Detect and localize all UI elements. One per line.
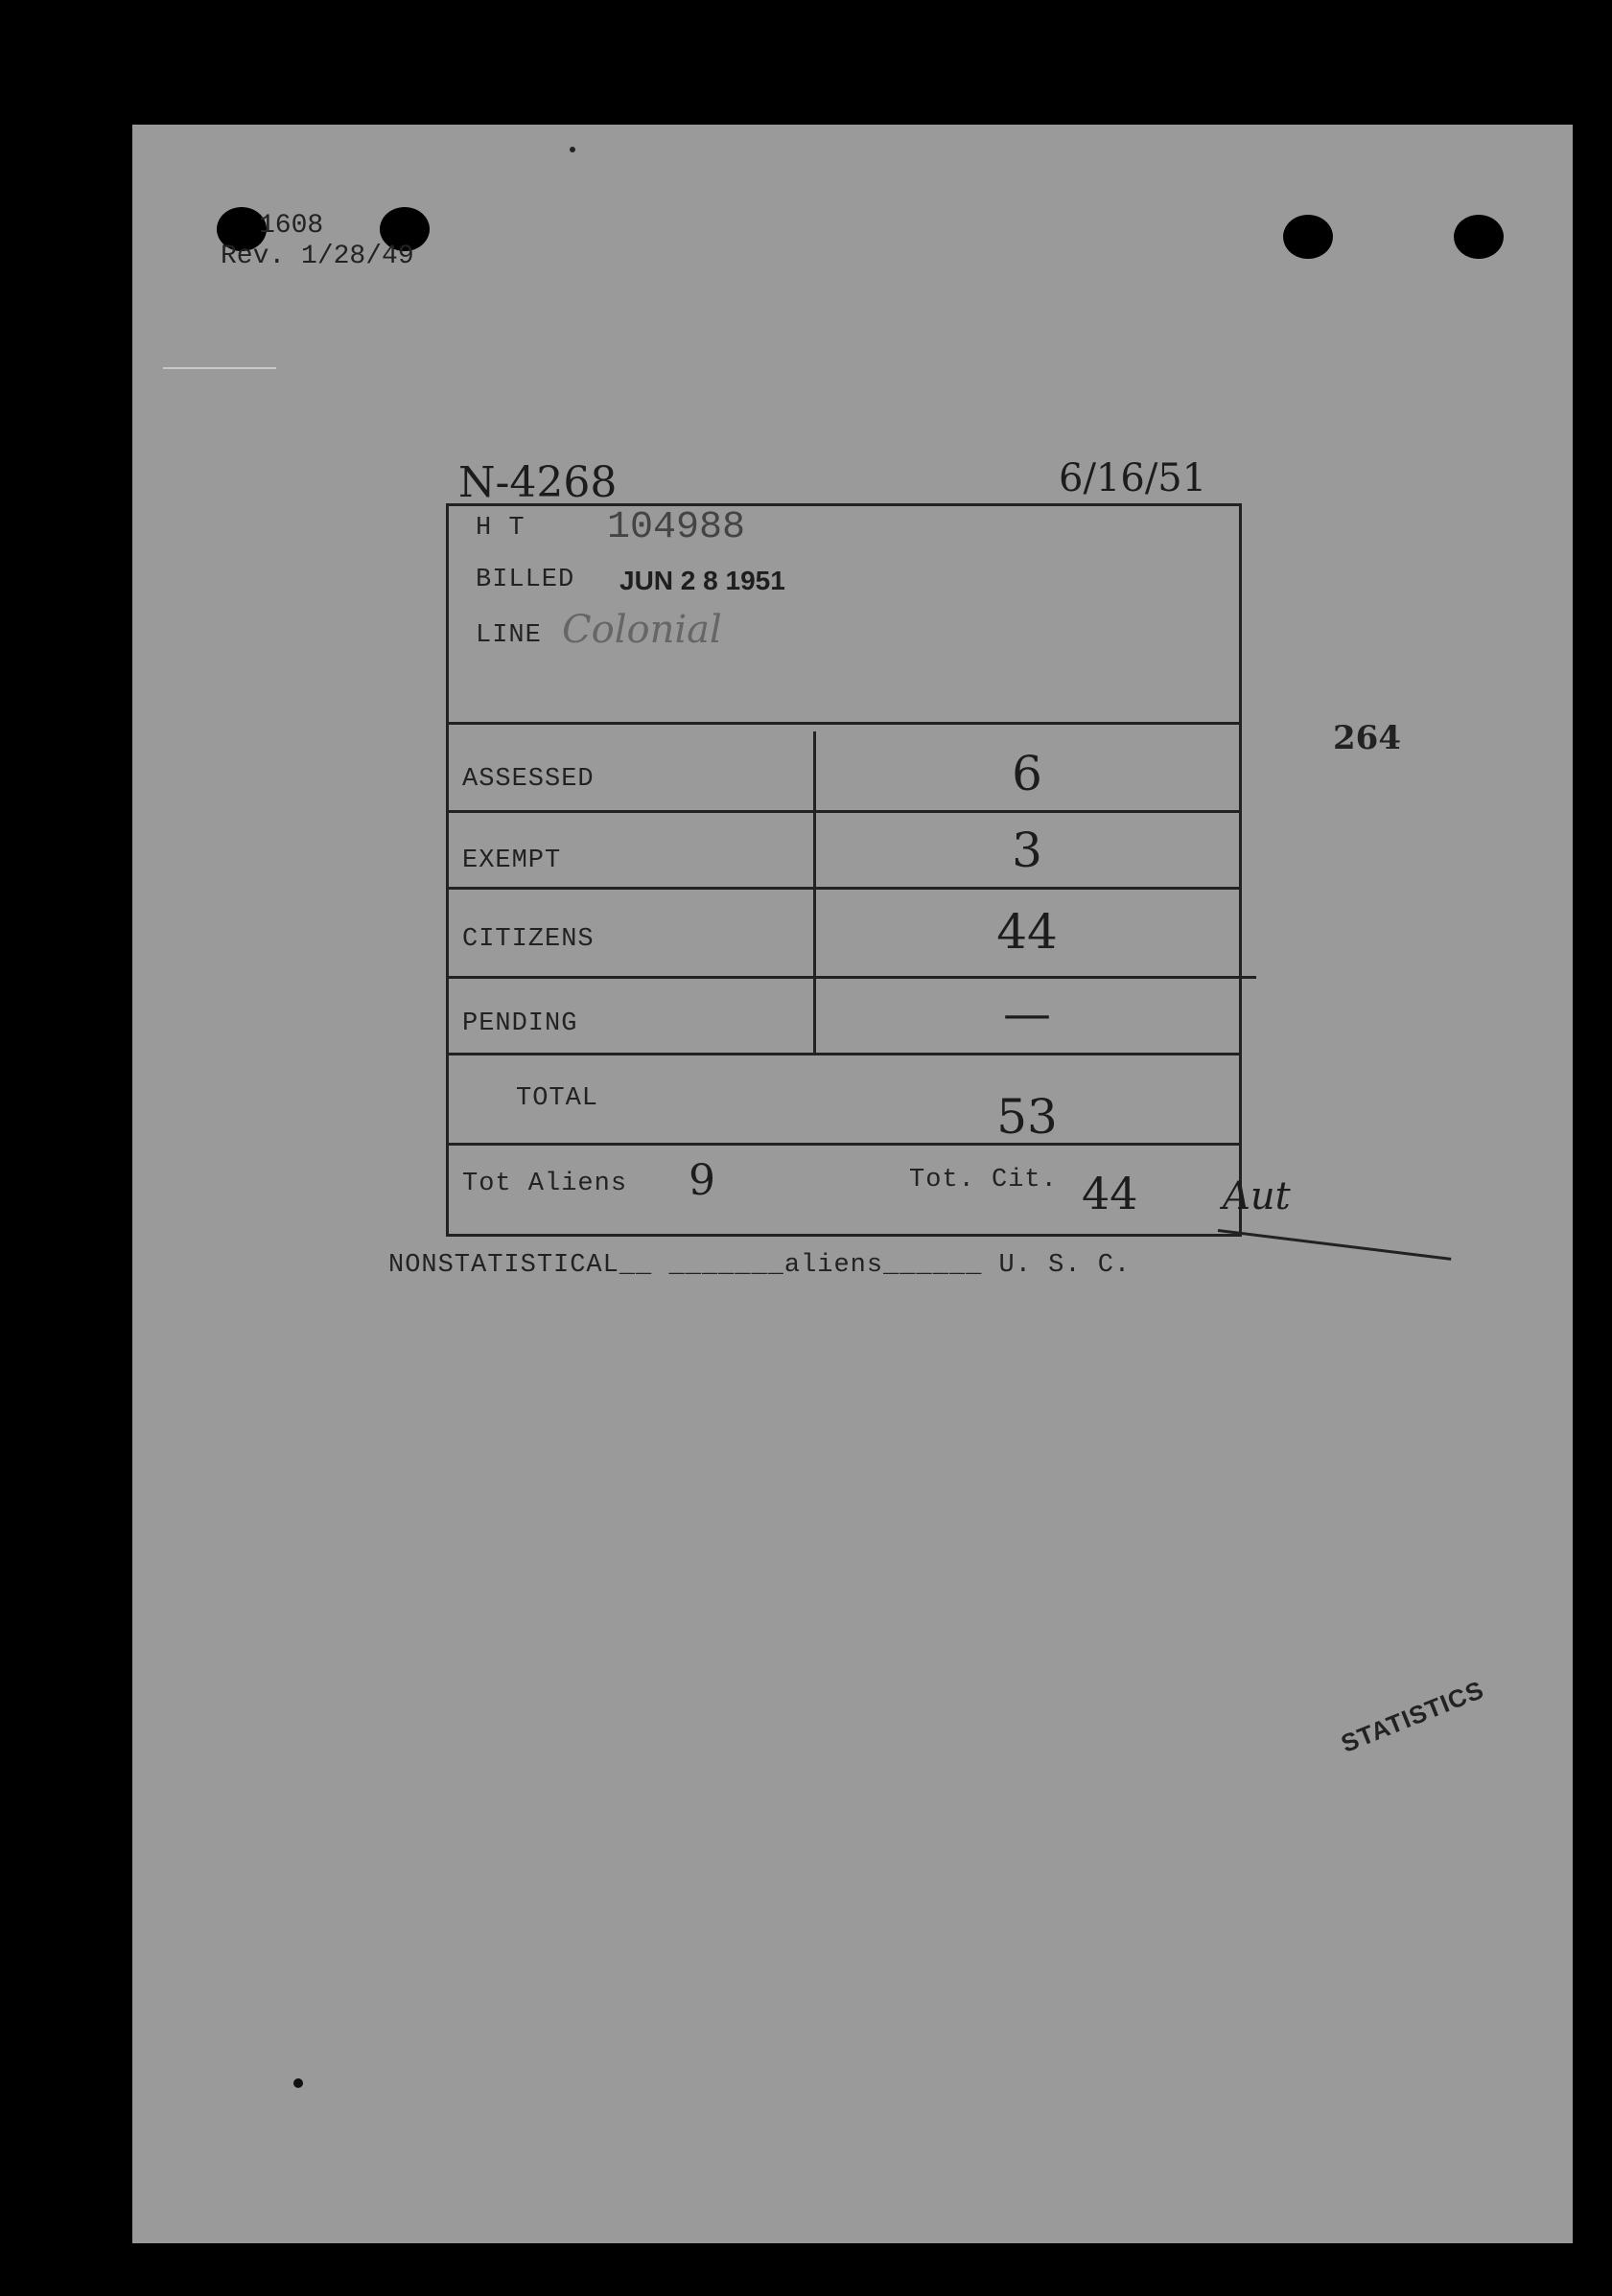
tot-cit-value: 44	[1082, 1168, 1138, 1219]
row-divider	[446, 722, 1242, 725]
row-divider	[446, 976, 1256, 979]
row-value-assessed: 6	[1012, 746, 1042, 801]
row-divider	[446, 887, 1242, 890]
tot-aliens-value: 9	[689, 1156, 715, 1205]
row-label-assessed: ASSESSED	[462, 765, 595, 794]
nonstatistical-text: NONSTATISTICAL	[388, 1251, 619, 1280]
initials-signature: Aut	[1223, 1174, 1291, 1218]
row-label-pending: PENDING	[462, 1009, 578, 1038]
row-label-citizens: CITIZENS	[462, 925, 595, 954]
ink-speck	[570, 147, 575, 152]
row-value-pending: —	[1003, 986, 1051, 1041]
blank-line: __ _______	[619, 1251, 784, 1280]
row-label-exempt: EXEMPT	[462, 847, 562, 875]
line-value: Colonial	[562, 608, 722, 652]
nonstatistical-label	[388, 1251, 1131, 1280]
row-value-exempt: 3	[1012, 823, 1042, 878]
total-label: TOTAL	[516, 1084, 599, 1113]
ht-number: 104988	[607, 506, 746, 549]
total-value: 53	[996, 1089, 1058, 1145]
divider	[163, 367, 276, 369]
form-revision: Rev. 1/28/49	[221, 242, 414, 271]
row-divider	[446, 1053, 1242, 1055]
row-value-citizens: 44	[996, 904, 1058, 960]
aliens-label: aliens	[783, 1251, 884, 1280]
record-table	[446, 503, 1242, 1237]
statistics-stamp: STATISTICS	[1337, 1675, 1488, 1758]
ht-label: H T	[476, 514, 526, 543]
punch-hole	[1283, 215, 1333, 259]
billed-date-stamp: JUN 2 8 1951	[619, 566, 785, 595]
handwritten-date: 6/16/51	[1059, 456, 1207, 500]
tot-aliens-label: Tot Aliens	[462, 1170, 628, 1198]
blank-line: ______	[883, 1251, 983, 1280]
form-number: 1608	[259, 211, 324, 241]
page-number: 264	[1333, 719, 1401, 757]
ink-speck	[293, 2078, 303, 2088]
punch-hole	[1454, 215, 1504, 259]
billed-label: BILLED	[476, 566, 575, 594]
file-number: N-4268	[458, 458, 618, 507]
line-label: LINE	[476, 621, 542, 650]
usc-label: U. S. C.	[998, 1251, 1132, 1280]
row-divider	[446, 810, 1242, 813]
tot-cit-label: Tot. Cit.	[909, 1166, 1058, 1194]
